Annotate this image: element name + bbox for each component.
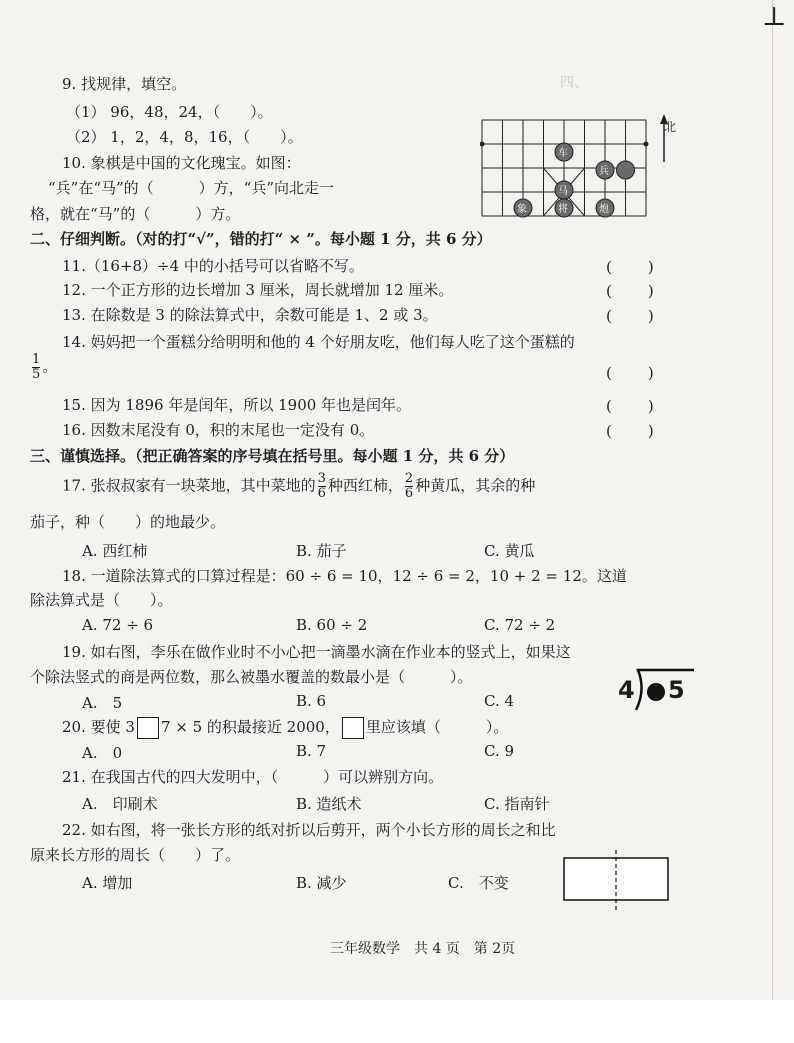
q13-answer-paren[interactable]: ( ) (606, 307, 656, 325)
q9-sub2: （2） 1，2，4，8，16，（ ）。 (66, 128, 303, 146)
dividend-last-digit: 5 (668, 676, 685, 704)
folded-rectangle-figure (562, 848, 674, 914)
q18-option-c[interactable]: C. 72 ÷ 2 (484, 616, 556, 634)
chess-piece-ma: 马 (558, 186, 568, 197)
q18-option-b[interactable]: B. 60 ÷ 2 (296, 616, 368, 634)
page-edge-line (772, 0, 773, 1043)
page-footer: 三年级数学 共 4 页 第 2页 (330, 941, 516, 957)
q17-fraction-2 (405, 472, 413, 501)
chess-piece-jiang: 将 (558, 204, 568, 215)
q20-option-c[interactable]: C. 9 (484, 742, 515, 760)
section-3-title: 三、谨慎选择。（把正确答案的序号填在括号里。每小题 1 分，共 6 分） (30, 447, 515, 465)
q14-fraction-numerator: 1 (32, 352, 41, 367)
q20-option-a[interactable]: A. 0 (82, 744, 123, 762)
q20-text-a: 20. 要使 3 (62, 718, 135, 736)
q11-text: 11.（16+8）÷4 中的小括号可以省略不写。 (62, 257, 364, 275)
q10-line3: 格，就在“马”的（ ）方。 (30, 205, 241, 223)
bleed-through-text: 四、 (560, 75, 588, 91)
q14-fraction-line (30, 353, 57, 382)
q19-line2: 个除法竖式的商是两位数，那么被墨水覆盖的数最小是（ ）。 (30, 668, 473, 686)
q17-f1-denominator: 6 (317, 486, 326, 501)
q17-option-b[interactable]: B. 茄子 (296, 542, 347, 560)
q22-option-b[interactable]: B. 减少 (296, 874, 347, 892)
q16-answer-paren[interactable]: ( ) (606, 422, 656, 440)
ink-division-figure (616, 668, 696, 712)
north-label: 北 (664, 120, 677, 134)
division-bracket (634, 668, 696, 712)
q10-line1: 10. 象棋是中国的文化瑰宝。如图： (62, 154, 301, 172)
q15-text: 15. 因为 1896 年是闰年，所以 1900 年也是闰年。 (62, 396, 412, 414)
q20-text-c: 里应该填（ ）。 (365, 718, 509, 736)
q19-option-c[interactable]: C. 4 (484, 692, 515, 710)
q14-tail: 。 (42, 357, 58, 376)
q19-option-b[interactable]: B. 6 (296, 692, 327, 710)
section-2-title: 二、仔细判断。（对的打“√”，错的打“ × ”。每小题 1 分，共 6 分） (30, 230, 492, 248)
corner-mark: ⊥ (762, 2, 787, 32)
q17-f1-numerator: 3 (317, 471, 326, 486)
q14-line1: 14. 妈妈把一个蛋糕分给明明和他的 4 个好朋友吃，他们每人吃了这个蛋糕的 (62, 333, 575, 351)
page-bottom-margin (0, 1000, 794, 1043)
q20-text-b: 7 × 5 的积最接近 2000， (160, 718, 340, 736)
q18-option-a[interactable]: A. 72 ÷ 6 (82, 616, 154, 634)
q14-fraction-denominator: 5 (32, 367, 41, 382)
q22-option-a[interactable]: A. 增加 (82, 874, 133, 892)
q17-f2-numerator: 2 (404, 471, 414, 486)
chess-piece-che: 车 (558, 148, 568, 159)
q12-answer-paren[interactable]: ( ) (606, 282, 656, 300)
q14-fraction (32, 353, 40, 382)
q15-answer-paren[interactable]: ( ) (606, 397, 656, 415)
q20-blank-box (137, 717, 159, 739)
q17-text-a: 17. 张叔叔家有一块菜地，其中菜地的 (62, 476, 316, 495)
q16-text: 16. 因数末尾没有 0，积的末尾也一定没有 0。 (62, 421, 375, 439)
q20-option-b[interactable]: B. 7 (296, 742, 327, 760)
q17-option-a[interactable]: A. 西红柿 (82, 542, 148, 560)
divisor-digit: 4 (618, 676, 635, 704)
q22-line2: 原来长方形的周长（ ）了。 (30, 846, 241, 864)
q19-line1: 19. 如右图，李乐在做作业时不小心把一滴墨水滴在作业本的竖式上，如果这 (62, 643, 571, 661)
q22-line1: 22. 如右图，将一张长方形的纸对折以后剪开，两个小长方形的周长之和比 (62, 821, 556, 839)
q17-fraction-1 (318, 472, 326, 501)
q17-text-b: 种西红柿， (327, 476, 403, 495)
chess-piece-xiang: 象 (517, 204, 527, 215)
q18-line2: 除法算式是（ ）。 (30, 591, 173, 609)
q21-option-a[interactable]: A. 印刷术 (82, 795, 158, 813)
q21-option-b[interactable]: B. 造纸术 (296, 795, 362, 813)
q17-f2-denominator: 6 (404, 486, 414, 501)
q11-answer-paren[interactable]: ( ) (606, 258, 656, 276)
q20-line1 (62, 716, 508, 739)
q12-text: 12. 一个正方形的边长增加 3 厘米，周长就增加 12 厘米。 (62, 281, 454, 299)
q13-text: 13. 在除数是 3 的除法算式中，余数可能是 1、2 或 3。 (62, 306, 438, 324)
q17-line2: 茄子，种（ ）的地最少。 (30, 513, 226, 531)
q17-option-c[interactable]: C. 黄瓜 (484, 542, 535, 560)
q22-option-c[interactable]: C. 不变 (448, 874, 509, 892)
q9-sub1: （1） 96，48，24，（ ）。 (66, 103, 273, 121)
q21-line1: 21. 在我国古代的四大发明中，（ ）可以辨别方向。 (62, 768, 444, 786)
chess-board-figure (480, 112, 680, 220)
chess-piece-pao: 炮 (599, 204, 609, 215)
q10-line2: “兵”在“马”的（ ）方，“兵”向北走一 (48, 179, 335, 197)
q17-text-c: 种黄瓜，其余的种 (415, 476, 536, 495)
q9-title: 9. 找规律，填空。 (62, 75, 187, 93)
q14-answer-paren[interactable]: ( ) (606, 364, 656, 382)
q19-option-a[interactable]: A. 5 (82, 694, 123, 712)
chess-piece-bing: 兵 (599, 166, 609, 177)
q21-option-c[interactable]: C. 指南针 (484, 795, 550, 813)
q17-line1 (62, 472, 535, 501)
q18-line1: 18. 一道除法算式的口算过程是：60 ÷ 6 = 10，12 ÷ 6 = 2，10 + 2 = 12。这道 (62, 567, 627, 585)
ink-blot (647, 683, 665, 701)
q20-blank-box-2 (342, 717, 364, 739)
